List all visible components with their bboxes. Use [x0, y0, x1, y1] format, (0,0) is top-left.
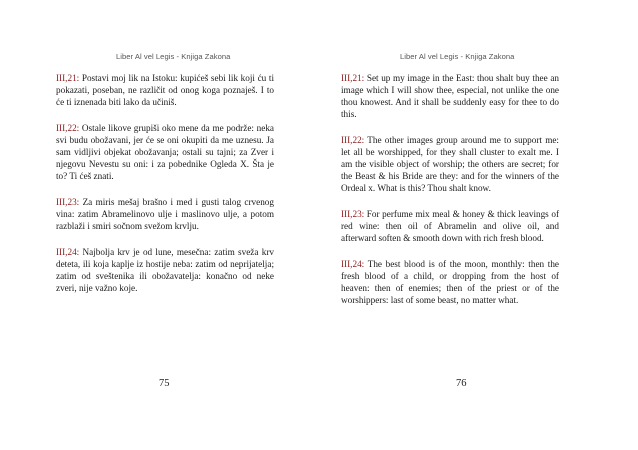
- verse-text: The other images group around me to support me: let all be worshipped, for they shall cluster to exalt me. I am the visible object of worship; the others are secret; for the Beast & his Bride are they: and for the winners of the Ordeal x. What is this? Thou shalt know.: [341, 134, 559, 194]
- verse-text: For perfume mix meal & honey & thick leavings of red wine: then oil of Abramelin and olive oil, and afterward soften & smooth down with rich fresh blood.: [341, 208, 559, 244]
- right-page-number: 76: [456, 378, 467, 389]
- verse-number: III,23:: [341, 208, 365, 219]
- verse-text: Postavi moj lik na Istoku: kupićeš sebi lik koji ću ti pokazati, poseban, ne različit od onog koga poznaješ. I to će ti iznenada biti lako da učiniš.: [56, 73, 274, 108]
- verse-number: III,22:: [56, 122, 80, 133]
- verse-number: III,23:: [56, 196, 80, 207]
- right-verse-22: [341, 134, 559, 194]
- right-verse-23: [341, 208, 559, 244]
- verse-text: Najbolja krv je od lune, mesečna: zatim sveža krv deteta, ili koja kaplje iz hostije neba: zatim od neprijatelja; zatim od sveštenika ili obožavatelja: konačno od neke zveri, nije važno koje.: [56, 246, 274, 293]
- verse-text: Set up my image in the East: thou shalt buy thee an image which I will show thee, especial, not unlike the one thou knowest. And it shall be suddenly easy for thee to do this.: [341, 73, 559, 120]
- right-verse-21: [341, 72, 559, 120]
- verse-text: Za miris mešaj brašno i med i gusti talog crvenog vina: zatim Abramelinovo ulje i maslinovo ulje, a potom razblaži i smiri sočnom svežom krvlju.: [56, 196, 274, 231]
- verse-number: III,24:: [341, 258, 365, 269]
- right-verse-24: [341, 258, 559, 306]
- left-page-number: 75: [159, 378, 170, 389]
- verse-number: III,22:: [341, 134, 365, 145]
- verse-text: The best blood is of the moon, monthly: then the fresh blood of a child, or dropping from the host of heaven: then of enemies; then of the priest or of the worshippers: last of some beast, no matter what.: [341, 258, 559, 305]
- right-running-head: Liber Al vel Legis - Knjiga Zakona: [400, 52, 515, 61]
- verse-text: Ostale likove grupiši oko mene da me podrže: neka svi budu obožavani, jer će se oni okupiti da me uznesu. Ja sam vidljivi objekat obožavanja; ostali su tajni; za Zver i njegovu Nevestu su oni: i za pobednike Ogleda X. Šta je to? Ti ćeš znati.: [56, 122, 274, 182]
- right-text-block: [341, 72, 559, 320]
- verse-number: III,24:: [56, 246, 80, 257]
- left-running-head: Liber Al vel Legis - Knjiga Zakona: [116, 52, 231, 61]
- verse-number: III,21:: [341, 73, 365, 83]
- verse-number: III,21:: [56, 73, 80, 83]
